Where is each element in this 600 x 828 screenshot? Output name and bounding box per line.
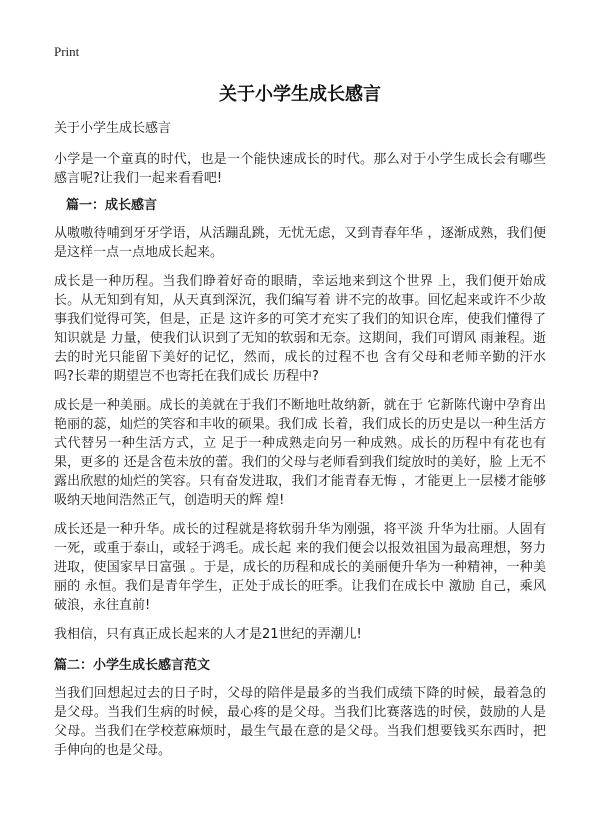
- print-link[interactable]: Print: [54, 44, 80, 59]
- paragraph: 我相信，只有真正成长起来的人才是21世纪的弄潮儿!: [54, 627, 362, 642]
- document-title: 关于小学生成长感言: [219, 84, 381, 105]
- paragraph: 当我们回想起过去的日子时，父母的陪伴是最多的当我们成绩下降的时候，最着急的是父母。当我们生病的时候，最心疼的是父母。当我们比赛落选的时侯，鼓励的人是父母。当我们在学校惹麻烦时，最生气最在意的是父母。当我们想要钱买东西时，把手伸向的也是父母。: [54, 686, 546, 758]
- section-heading: 篇一：成长感言: [66, 198, 158, 213]
- paragraph: 成长是一种历程。当我们睁着好奇的眼睛，幸运地来到这个世界 上，我们便开始成长。从无知到有知，从天真到深沉，我们编写着 讲不完的故事。回忆起来或许不少故事我们觉得可笑，但是，正是 这许多的可笑才充实了我们的知识仓库，使我们懂得了知识就是 力量，使我们认识到了无知的软弱和无奈。这期间，我们可谓风 雨兼程。逝去的时光只能留下美好的记忆，然而，成长的过程不也 含有父母和老师辛勤的汗水吗?长辈的期望岂不也寄托在我们成长 历程中?: [54, 274, 546, 384]
- paragraph: 成长是一种美丽。成长的美就在于我们不断地吐故纳新，就在于 它新陈代谢中孕育出艳丽的蕊，灿烂的笑容和丰收的硕果。我们成 长着，我们成长的历史是以一种生活方式代替另一种生活方式，立 足于一种成熟走向另一种成熟。成长的历程中有花也有果，更多的 还是含苞未放的蕾。我们的父母与老师看到我们绽放时的美好，脸 上无不露出欣慰的灿烂的笑容。只有奋发进取，我们才能青春无悔 ，才能更上一层楼才能够吸纳天地间浩然正气，创造明天的辉 煌!: [54, 398, 546, 508]
- document-body: [54, 119, 546, 770]
- paragraph: 成长还是一种升华。成长的过程就是将软弱升华为刚强，将平淡 升华为壮丽。人固有一死，或重于泰山，或轻于鸿毛。成长起 来的我们便会以报效祖国为最高理想，努力进取，使国家早日富强 。于是，成长的历程和成长的美丽便升华为一种精神，一种美丽的 永恒。我们是青年学生，正处于成长的旺季。让我们在成长中 激励 自己，乘风破浪，永往直前!: [54, 522, 546, 613]
- paragraph: 从嗷嗷待哺到牙牙学语，从活蹦乱跳，无忧无虑，又到青春年华 ，逐渐成熟，我们便是这样一点一点地成长起来。: [54, 226, 546, 260]
- intro-paragraph: 小学是一个童真的时代，也是一个能快速成长的时代。那么对于小学生成长会有哪些感言呢?让我们一起来看看吧!: [54, 152, 546, 186]
- section-heading: 篇二：小学生成长感言范文: [54, 658, 211, 673]
- document-subtitle: 关于小学生成长感言: [54, 121, 172, 136]
